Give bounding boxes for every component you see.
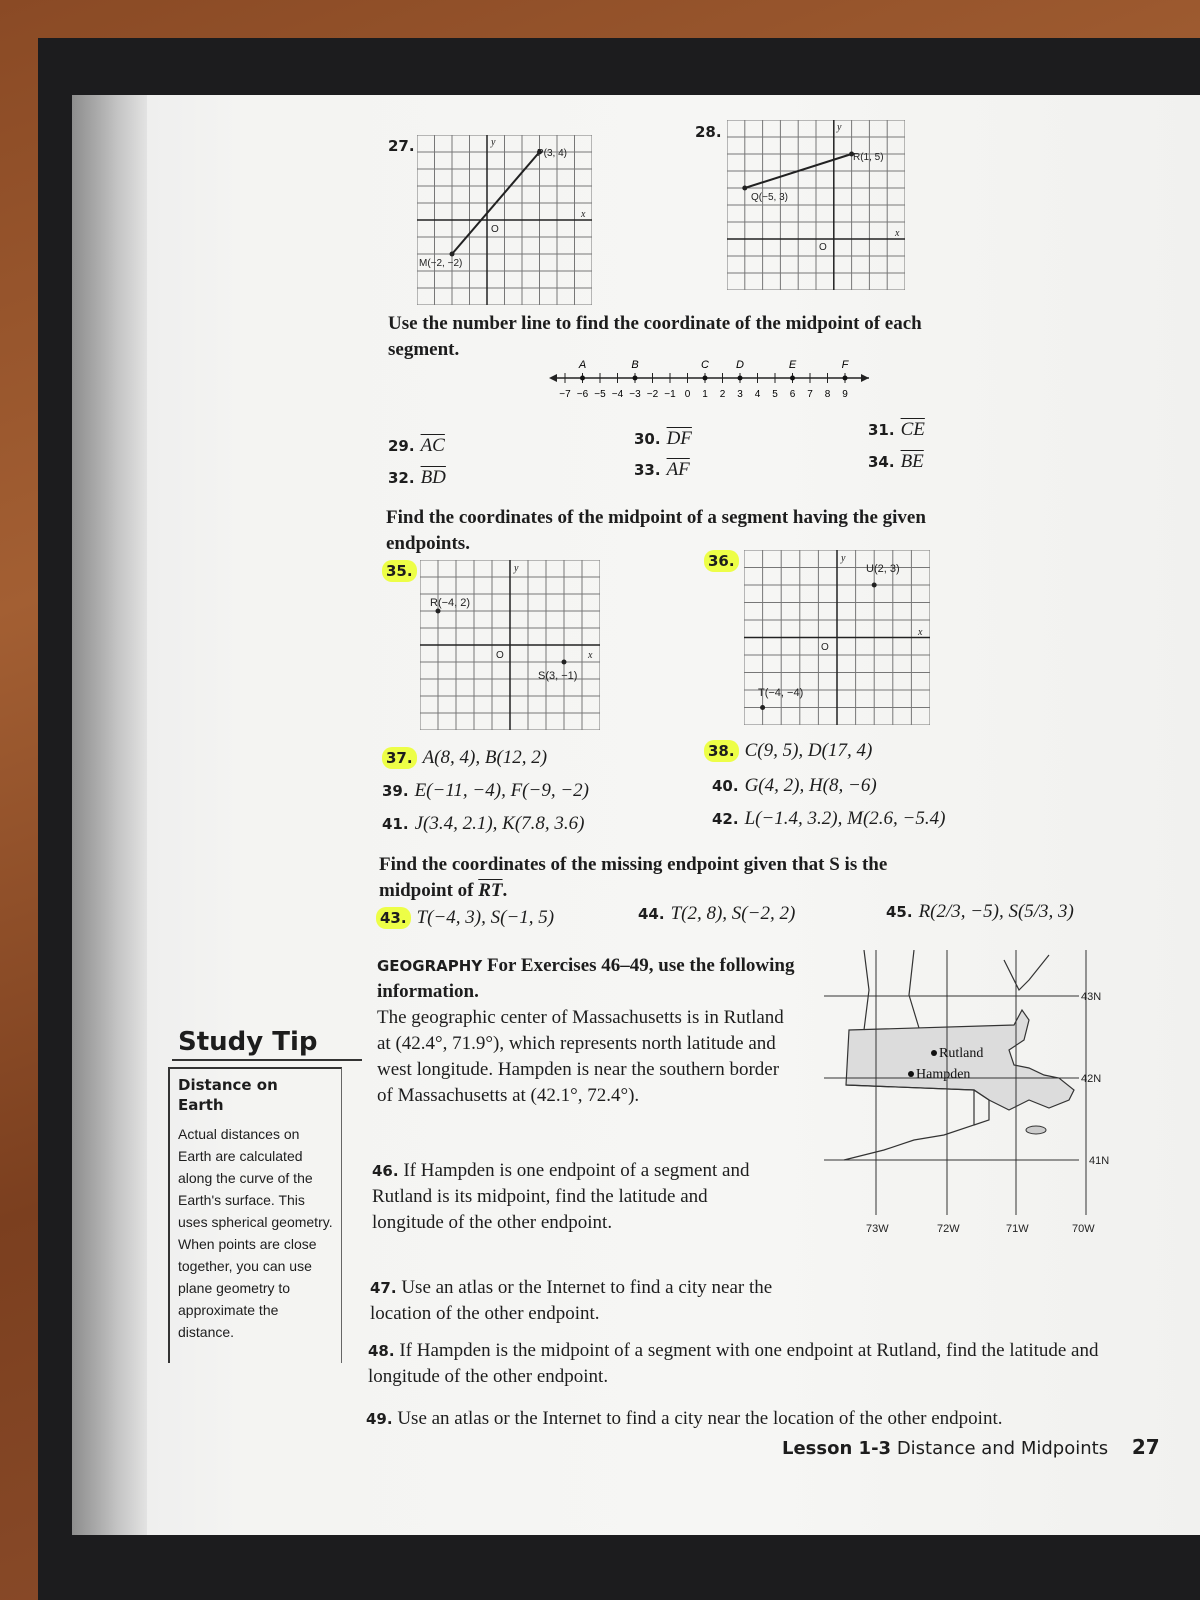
study-tip-heading: Distance on Earth xyxy=(178,1076,278,1114)
number-line-letter: F xyxy=(841,359,849,371)
label-x: x xyxy=(918,627,923,638)
number-line-tick-label: 6 xyxy=(789,389,796,400)
number-line-point xyxy=(738,376,743,381)
page-shadow xyxy=(72,95,147,1535)
label-x: x xyxy=(581,209,586,220)
label-r: R(−4, 2) xyxy=(430,597,471,609)
exercise-46: 46. If Hampden is one endpoint of a segment and Rutland is its midpoint, find the latitude and longitude of the other endpoint. xyxy=(372,1160,750,1233)
exercise-35-graph xyxy=(420,560,600,730)
exercise-36-number: 36. xyxy=(704,550,739,572)
label-m: M(−2, −2) xyxy=(419,258,463,269)
number-line-tick-label: −2 xyxy=(646,389,659,400)
exercise-30: 30. $\overline{DF}$ xyxy=(634,428,692,449)
number-line-tick-label: 8 xyxy=(824,389,831,400)
number-line-tick-label: 3 xyxy=(737,389,743,400)
number-line-letter: E xyxy=(788,359,797,371)
exercise-35-number: 35. xyxy=(382,560,417,582)
point-s xyxy=(562,660,567,665)
exercise-28-number: 28. xyxy=(695,123,722,141)
rutland-dot xyxy=(931,1050,937,1056)
axes xyxy=(420,560,600,730)
label-y: y xyxy=(514,563,519,574)
number-line-letter: C xyxy=(701,359,709,371)
missing-endpoint-instruction: Find the coordinates of the missing endpoint given that S is the midpoint of $\overline{RT}$. xyxy=(379,854,888,901)
point-m xyxy=(450,252,455,257)
exercise-27-graph xyxy=(417,135,592,305)
number-line-tick-label: 1 xyxy=(702,389,708,400)
number-line-tick-label: −3 xyxy=(629,389,641,400)
study-tip-box xyxy=(168,1067,342,1363)
label-u: U(2, 3) xyxy=(866,563,900,575)
label-p: P(3, 4) xyxy=(537,148,568,159)
point-r xyxy=(436,609,441,614)
study-tip-rule xyxy=(172,1059,362,1061)
lat-label-41n: 41N xyxy=(1089,1155,1110,1167)
label-t: T(−4, −4) xyxy=(758,687,804,699)
number-line-tick-label: −6 xyxy=(576,389,589,400)
lon-label-71w: 71W xyxy=(1006,1223,1029,1235)
exercise-41: 41. J(3.4, 2.1), K(7.8, 3.6) xyxy=(382,813,585,834)
number-line-tick-label: 7 xyxy=(807,389,813,400)
hampden-label: Hampden xyxy=(916,1067,971,1082)
number-line-point xyxy=(790,376,795,381)
number-line-tick-label: −1 xyxy=(664,389,676,400)
exercise-33: 33. $\overline{AF}$ xyxy=(634,459,690,480)
number-line-tick-label: 2 xyxy=(719,389,726,400)
exercise-37: 37. A(8, 4), B(12, 2) xyxy=(382,747,547,769)
label-x: x xyxy=(588,650,593,661)
exercise-34: 34. $\overline{BE}$ xyxy=(868,451,924,472)
label-origin: O xyxy=(496,650,504,661)
numberline-instruction: Use the number line to find the coordinate of the midpoint of each segment. xyxy=(388,313,922,360)
midpoint-instruction: Find the coordinates of the midpoint of a segment having the given endpoints. xyxy=(386,507,926,554)
point-t xyxy=(760,705,765,710)
map-island xyxy=(1026,1126,1046,1134)
exercise-49: 49. Use an atlas or the Internet to find a city near the location of the other endpoint. xyxy=(366,1408,1003,1429)
exercise-31: 31. $\overline{CE}$ xyxy=(868,419,925,440)
study-tip-body: Actual distances on Earth are calculated along the curve of the Earth's surface. This uses spherical geometry. When points are close together, you can use plane geometry to approximate the distance. xyxy=(178,1126,333,1340)
rutland-label: Rutland xyxy=(939,1046,984,1061)
study-tip-title: Study Tip xyxy=(178,1027,318,1057)
lon-label-72w: 72W xyxy=(937,1223,960,1235)
label-origin: O xyxy=(491,224,499,235)
label-y: y xyxy=(841,553,846,564)
number-line-arrow-right xyxy=(861,374,869,382)
number-line-letter: B xyxy=(631,359,639,371)
lat-label-42n: 42N xyxy=(1081,1073,1102,1085)
point-q xyxy=(742,186,747,191)
lon-label-70w: 70W xyxy=(1072,1223,1095,1235)
label-y: y xyxy=(491,137,496,148)
number-line-tick-label: 9 xyxy=(842,389,848,400)
exercise-43: 43. T(−4, 3), S(−1, 5) xyxy=(376,907,554,929)
exercise-48: 48. If Hampden is the midpoint of a segment with one endpoint at Rutland, find the latitude and longitude of the other endpoint. xyxy=(368,1340,1099,1387)
number-line xyxy=(547,357,877,407)
label-origin: O xyxy=(821,642,829,653)
exercise-28-graph xyxy=(727,120,905,290)
textbook-page xyxy=(72,95,1200,1535)
page-footer: Lesson 1-3 Distance and Midpoints 27 xyxy=(782,1435,1160,1459)
label-y: y xyxy=(837,122,842,133)
exercise-39: 39. E(−11, −4), F(−9, −2) xyxy=(382,780,589,801)
number-line-letter: D xyxy=(736,359,744,371)
label-s: S(3, −1) xyxy=(538,670,578,682)
number-line-point xyxy=(580,376,585,381)
number-line-tick-label: 0 xyxy=(684,389,691,400)
grid-lines xyxy=(727,120,905,290)
exercise-42: 42. L(−1.4, 3.2), M(2.6, −5.4) xyxy=(712,808,946,829)
exercise-38: 38. C(9, 5), D(17, 4) xyxy=(704,740,872,762)
point-u xyxy=(872,583,877,588)
number-line-tick-label: −4 xyxy=(611,389,624,400)
lat-label-43n: 43N xyxy=(1081,991,1102,1003)
number-line-tick-label: 4 xyxy=(754,389,761,400)
label-x: x xyxy=(895,228,900,239)
number-line-tick-label: 5 xyxy=(772,389,778,400)
hampden-dot xyxy=(908,1071,914,1077)
label-r: R(1, 5) xyxy=(853,152,884,163)
exercise-27-number: 27. xyxy=(388,137,415,155)
exercise-47: 47. Use an atlas or the Internet to find a city near the location of the other endpoint. xyxy=(370,1277,773,1324)
number-line-point xyxy=(843,376,848,381)
number-line-ticks xyxy=(559,359,849,400)
exercise-40: 40. G(4, 2), H(8, −6) xyxy=(712,775,877,796)
lon-label-73w: 73W xyxy=(866,1223,889,1235)
exercise-44: 44. T(2, 8), S(−2, 2) xyxy=(638,903,796,924)
label-origin: O xyxy=(819,242,827,253)
label-q: Q(−5, 3) xyxy=(751,192,788,203)
number-line-point xyxy=(703,376,708,381)
geography-paragraph: GEOGRAPHY For Exercises 46–49, use the following information. The geographic center of Massachusetts is in Rutland at (42.4°, 71.9°), which represents north latitude and west longitude. Hampden is near the southern border of Massachusetts at (42.1°, 72.4°). xyxy=(377,955,795,1106)
exercise-45: 45. R(2/3, −5), S(5/3, 3) xyxy=(886,901,1074,922)
exercise-32: 32. $\overline{BD}$ xyxy=(388,467,446,488)
number-line-arrow-left xyxy=(549,374,557,382)
number-line-tick-label: −5 xyxy=(594,389,606,400)
number-line-point xyxy=(633,376,638,381)
number-line-letter: A xyxy=(578,359,587,371)
massachusetts-map xyxy=(824,950,1114,1245)
exercise-29: 29. $\overline{AC}$ xyxy=(388,435,445,456)
number-line-tick-label: −7 xyxy=(559,389,571,400)
exercise-36-graph xyxy=(744,550,930,725)
